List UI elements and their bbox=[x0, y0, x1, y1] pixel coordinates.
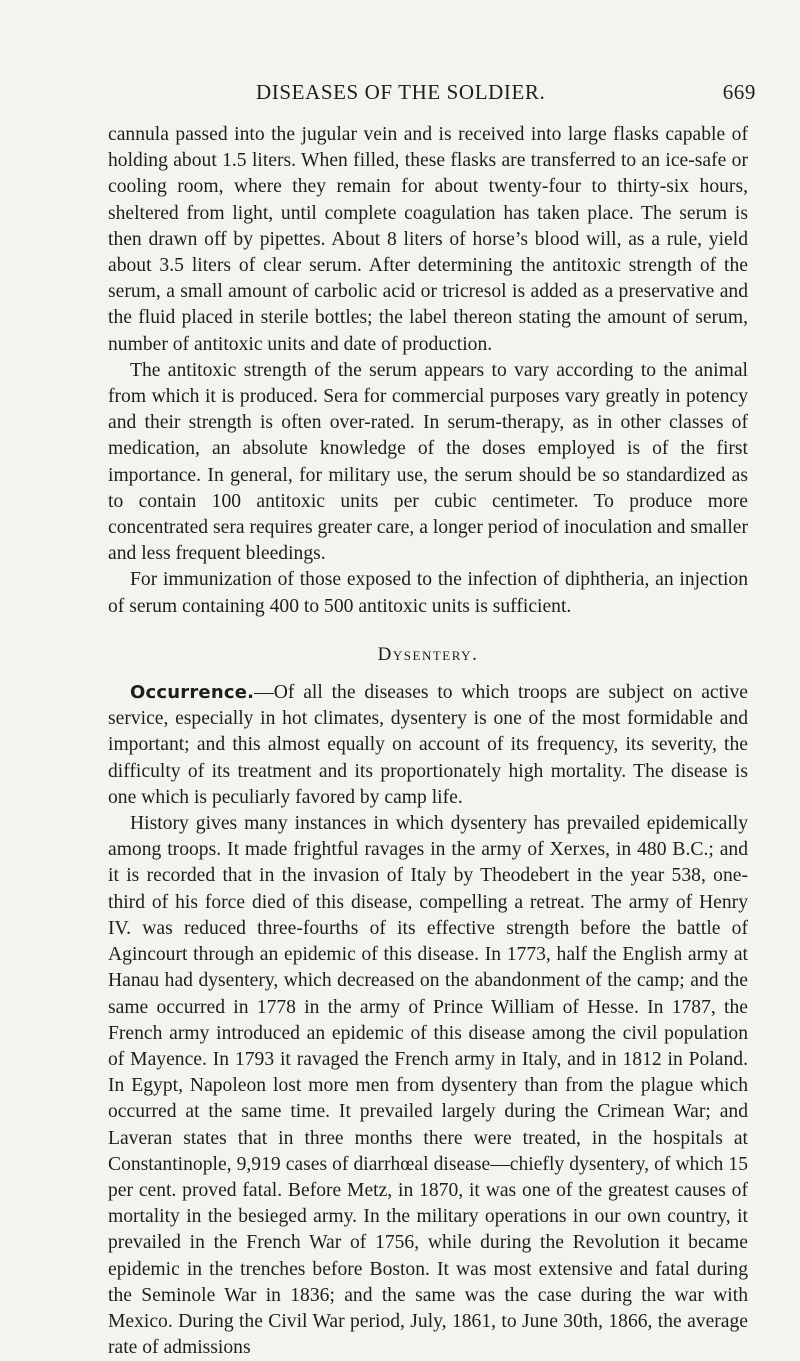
running-head bbox=[108, 74, 756, 110]
run-in-heading-occurrence: Occurrence. bbox=[130, 682, 255, 704]
paragraph-occurrence bbox=[108, 680, 748, 811]
occurrence-text: —Of all the diseases to which troops are subject on active service, especially in hot climates, dysentery is one of the most formidable and important; and this almost equally on account of its frequency, its severity, the difficulty of its treatment and its proportionately high mortality. The disease is one which is peculiarly favored by camp life. bbox=[108, 682, 748, 808]
paragraph-immunization: For immunization of those exposed to the infection of diphtheria, an injection of serum containing 400 to 500 antitoxic units is sufficient. bbox=[108, 569, 748, 617]
running-title: DISEASES OF THE SOLDIER. bbox=[256, 80, 546, 104]
page-number: 669 bbox=[722, 80, 756, 104]
paragraph-antitoxic-strength: The antitoxic strength of the serum appears to vary according to the animal from which it is produced. Sera for commercial purposes vary greatly in potency and their strength is often over-rated. In serum-therapy, as in other classes of medication, an absolute knowledge of the doses employed is of the first importance. In general, for military use, the serum should be so standardized as to contain 100 antitoxic units per cubic centimeter. To produce more concentrated sera requires greater care, a longer period of inoculation and smaller and less frequent bleedings. bbox=[108, 359, 748, 565]
section-heading-dysentery: Dysentery. bbox=[377, 643, 479, 665]
paragraph-history: History gives many instances in which dysentery has prevailed epidemically among troops. It made frightful ravages in the army of Xerxes, in 480 B.C.; and it is recorded that in the invasion of Italy by Theodebert in the year 538, one-third of his force died of this disease, compelling a retreat. The army of Henry IV. was reduced three-fourths of its effective strength before the battle of Agincourt through an epidemic of this disease. In 1773, half the English army at Hanau had dysentery, which decreased on the abandonment of the camp; and the same occurred in 1778 in the army of Prince William of Hesse. In 1787, the French army introduced an epidemic of this disease among the civil population of Mayence. In 1793 it ravaged the French army in Italy, and in 1812 in Poland. In Egypt, Napoleon lost more men from dysentery than from the plague which occurred at the same time. It prevailed largely during the Crimean War; and Laveran states that in three months there were treated, in the hospitals at Constantinople, 9,919 cases of diarrhœal disease—chiefly dysentery, of which 15 per cent. proved fatal. Before Metz, in 1870, it was one of the greatest causes of mortality in the besieged army. In the military operations in our own country, it prevailed in the French War of 1756, while during the Revolution it became epidemic in the trenches before Boston. It was most extensive and fatal during the Seminole War in 1836; and the same was the case during the war with Mexico. During the Civil War period, July, 1861, to June 30th, 1866, the average rate of admissions bbox=[108, 813, 748, 1359]
body-text bbox=[108, 122, 748, 1361]
paragraph-serum-collection: cannula passed into the jugular vein and is received into large flasks capable of holding about 1.5 liters. When filled, these flasks are transferred to an ice-safe or cooling room, where they remain for about twenty-four to thirty-six hours, sheltered from light, until complete coagulation has taken place. The serum is then drawn off by pipettes. About 8 liters of horse’s blood will, as a rule, yield about 3.5 liters of clear serum. After determining the antitoxic strength of the serum, a small amount of carbolic acid or tricresol is added as a preservative and the fluid placed in sterile bottles; the label thereon stating the amount of serum, number of antitoxic units and date of production. bbox=[108, 124, 748, 355]
book-page bbox=[108, 74, 756, 1361]
